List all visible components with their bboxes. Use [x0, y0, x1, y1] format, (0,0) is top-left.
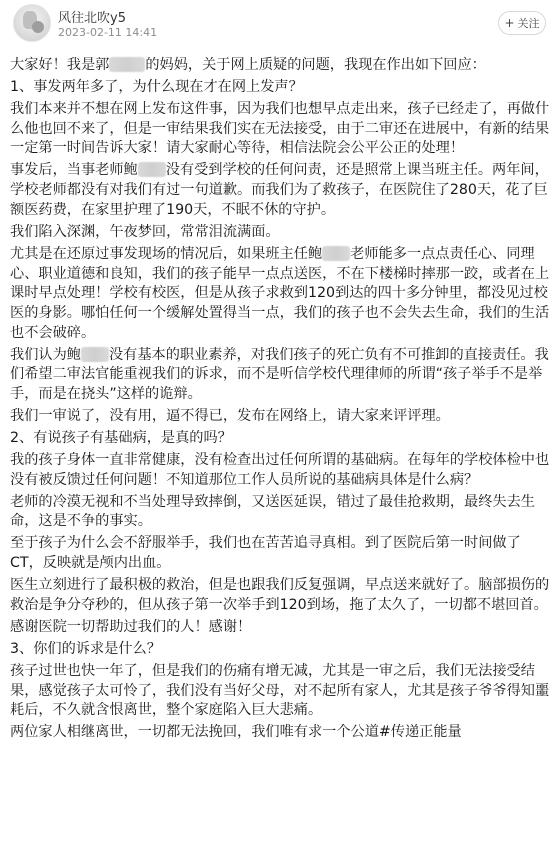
redacted-name-blur: [81, 347, 109, 362]
paragraph: 孩子过世也快一年了，但是我们的伤痛有增无减，尤其是一审之后，我们无法接受结果，感觉孩子太可怜了，我们没有当好父母，对不起所有家人，尤其是孩子爷爷得知噩耗后，不久就含恨离世，整个家庭陷入巨大悲痛。: [10, 662, 550, 719]
section-heading-3: 3、你们的诉求是什么？: [10, 640, 161, 657]
greeting-text-end: 的妈妈，关于网上质疑的问题，我现在作出如下回应：: [145, 57, 486, 73]
paragraph-closing: 两位家人相继离世，一切都无法挽回，我们唯有求一个公道#传递正能量: [10, 724, 462, 741]
paragraph-text: 我们认为鲍: [10, 346, 81, 363]
greeting-text-start: 大家好！我是郭: [10, 57, 110, 73]
paragraph-text: 老师能多一点点责任心、同理心、职业道德和良知，我们的孩子能早一点点送医，不在下楼梯时摔那一跤，或者在上课时早点处理！学校有校医，但是从孩子求救到120到达的四十多分钟里，都没见过校医的身影。哪怕任何一个缓解处置得当一点，我们的孩子也不会失去生命，我们的生活也不会破碎。: [10, 245, 550, 341]
paragraph-text: 尤其是在还原过事发现场的情况后，如果班主任鲍: [10, 245, 323, 262]
post-body: [10, 56, 550, 745]
paragraph: 至于孩子为什么会不舒服举手，我们也在苦苦追寻真相。到了医院后第一时间做了CT，反映就是颅内出血。: [10, 535, 521, 572]
section-heading-1: 1、事发两年多了，为什么现在才在网上发声？: [10, 79, 303, 95]
post-timestamp: 2023-02-11 14:41: [58, 26, 158, 39]
username[interactable]: 风往北吹y5: [58, 11, 126, 26]
follow-label: 关注: [517, 17, 540, 30]
paragraph-greeting: [10, 56, 550, 76]
paragraph-text: 没有受到学校的任何问责，还是照常上课当班主任。两年间，学校老师都没有对我们有过一句道歉。而我们为了救孩子，在医院住了280天，花了巨额医药费，在家里护理了190天，不眠不休的守护。: [10, 162, 549, 218]
paragraph: 我们一审说了，没有用，逼不得已，发布在网络上，请大家来评评理。: [10, 408, 450, 425]
paragraph-text: 事发后，当事老师鲍: [10, 162, 138, 179]
redacted-name-blur: [322, 246, 350, 261]
section-heading-2: 2、有说孩子有基础病，是真的吗？: [10, 430, 232, 447]
paragraph: 医生立刻进行了最积极的救治，但是也跟我们反复强调，早点送来就好了。脑部损伤的救治是争分夺秒的，但从孩子第一次举手到120到场，拖了太久了，一切都不堪回首。: [10, 577, 550, 613]
paragraph: 我们陷入深渊，午夜梦回，常常泪流满面。: [10, 223, 280, 240]
paragraph: [10, 346, 550, 405]
follow-button[interactable]: [498, 11, 546, 35]
post-header: [0, 0, 554, 52]
paragraph: 我们本来并不想在网上发布这件事，因为我们也想早点走出来，孩子已经走了，再做什么他也回不来了，但是一审结果我们实在无法接受，由于二审还在进展中，有新的结果一定第一时间告诉大家！请大家耐心等待，相信法院会公平公正的处理！: [10, 101, 550, 157]
paragraph: [10, 161, 550, 220]
user-avatar[interactable]: [13, 4, 51, 42]
plus-icon: +: [504, 16, 515, 30]
paragraph-text: 没有基本的职业素养，对我们孩子的死亡负有不可推卸的直接责任。我们希望二审法官能重视我们的诉求，而不是听信学校代理律师的所谓“孩子举手不是举手，而是在挠头”这样的诡辩。: [10, 346, 549, 403]
redacted-name-blur: [138, 162, 166, 177]
paragraph: 感谢医院一切帮助过我们的人！感谢！: [10, 618, 252, 635]
paragraph: 我的孩子身体一直非常健康，没有检查出过任何所谓的基础病。在每年的学校体检中也没有被反馈过任何问题！不知道那位工作人员所说的基础病具体是什么病？: [10, 452, 550, 488]
redacted-name-blur: [109, 57, 145, 72]
paragraph: [10, 245, 550, 344]
avatar-figure-detail: [32, 21, 44, 33]
paragraph: 老师的冷漠无视和不当处理导致摔倒，又送医延误，错过了最佳抢救期，最终失去生命，这是不争的事实。: [10, 493, 535, 530]
